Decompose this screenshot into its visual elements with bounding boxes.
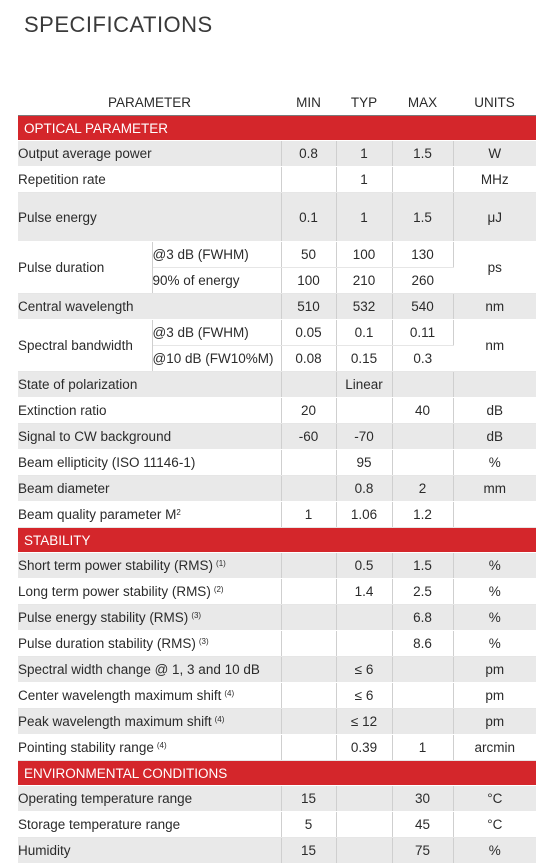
row-min: 0.08 xyxy=(281,346,336,372)
row-min xyxy=(281,657,336,683)
superscript: 2 xyxy=(176,508,181,517)
row-min xyxy=(281,167,336,193)
row-name: Beam ellipticity (ISO 11146-1) xyxy=(18,450,281,476)
row-name: Pulse duration xyxy=(18,242,152,294)
row-units: nm xyxy=(453,294,536,320)
footnote-ref: (2) xyxy=(213,585,224,594)
row-typ: 0.5 xyxy=(336,553,392,579)
row-max: 260 xyxy=(392,268,453,294)
row-max xyxy=(392,167,453,193)
row-name: Central wavelength xyxy=(18,294,281,320)
table-row xyxy=(18,812,536,838)
row-max: 30 xyxy=(392,786,453,812)
section-label: OPTICAL PARAMETER xyxy=(18,116,281,141)
row-min: 15 xyxy=(281,786,336,812)
row-typ: 1 xyxy=(336,193,392,242)
row-min xyxy=(281,709,336,735)
table-row xyxy=(18,294,536,320)
row-typ xyxy=(336,838,392,864)
table-row xyxy=(18,631,536,657)
row-units: mm xyxy=(453,476,536,502)
row-min xyxy=(281,450,336,476)
row-min xyxy=(281,476,336,502)
row-condition: @3 dB (FWHM) xyxy=(152,242,281,268)
row-typ: 0.15 xyxy=(336,346,392,372)
row-name xyxy=(18,502,281,528)
row-units: pm xyxy=(453,657,536,683)
row-typ xyxy=(336,812,392,838)
row-min xyxy=(281,553,336,579)
table-row xyxy=(18,320,536,346)
row-name-text: Center wavelength maximum shift xyxy=(18,688,222,703)
row-name xyxy=(18,683,281,709)
row-max: 0.11 xyxy=(392,320,453,346)
table-row xyxy=(18,242,536,268)
row-units: % xyxy=(453,450,536,476)
row-typ: 1.4 xyxy=(336,579,392,605)
row-units: nm xyxy=(453,320,536,372)
row-name xyxy=(18,735,281,761)
row-typ: 1 xyxy=(336,167,392,193)
row-max xyxy=(392,709,453,735)
row-name: Humidity xyxy=(18,838,281,864)
table-row xyxy=(18,838,536,864)
row-min: 15 xyxy=(281,838,336,864)
footnote-ref: (4) xyxy=(156,741,167,750)
row-units: MHz xyxy=(453,167,536,193)
row-units: ps xyxy=(453,242,536,294)
row-max: 1 xyxy=(392,735,453,761)
header-max: MAX xyxy=(392,90,453,116)
row-min: 100 xyxy=(281,268,336,294)
row-min xyxy=(281,683,336,709)
table-row xyxy=(18,579,536,605)
row-max: 1.5 xyxy=(392,193,453,242)
header-row xyxy=(18,90,536,116)
row-max xyxy=(392,372,453,398)
table-row xyxy=(18,605,536,631)
row-typ xyxy=(336,398,392,424)
row-name xyxy=(18,553,281,579)
row-units: % xyxy=(453,553,536,579)
row-max: 6.8 xyxy=(392,605,453,631)
row-max: 8.6 xyxy=(392,631,453,657)
row-max: 2.5 xyxy=(392,579,453,605)
row-min: 20 xyxy=(281,398,336,424)
row-name-text: Peak wavelength maximum shift xyxy=(18,714,212,729)
row-typ: -70 xyxy=(336,424,392,450)
table-row xyxy=(18,141,536,167)
table-row xyxy=(18,735,536,761)
row-max: 0.3 xyxy=(392,346,453,372)
row-max xyxy=(392,450,453,476)
row-name xyxy=(18,709,281,735)
row-max: 45 xyxy=(392,812,453,838)
table-row xyxy=(18,502,536,528)
page-title: SPECIFICATIONS xyxy=(24,12,213,37)
table-row xyxy=(18,709,536,735)
row-name: Spectral bandwidth xyxy=(18,320,152,372)
row-name xyxy=(18,579,281,605)
row-typ: ≤ 12 xyxy=(336,709,392,735)
row-max: 1.5 xyxy=(392,553,453,579)
row-typ: 1.06 xyxy=(336,502,392,528)
row-min: 5 xyxy=(281,812,336,838)
row-typ: 210 xyxy=(336,268,392,294)
row-max: 75 xyxy=(392,838,453,864)
row-name: Extinction ratio xyxy=(18,398,281,424)
table-row xyxy=(18,167,536,193)
row-min xyxy=(281,579,336,605)
table-row xyxy=(18,193,536,242)
table-row xyxy=(18,398,536,424)
row-typ: Linear xyxy=(336,372,392,398)
row-min: 1 xyxy=(281,502,336,528)
row-condition: @3 dB (FWHM) xyxy=(152,320,281,346)
specifications-table xyxy=(18,90,536,864)
row-name-text: Pointing stability range xyxy=(18,740,154,755)
row-max xyxy=(392,683,453,709)
row-name-text: Pulse energy stability (RMS) xyxy=(18,610,189,625)
section-label: ENVIRONMENTAL CONDITIONS xyxy=(18,761,281,786)
row-name: Spectral width change @ 1, 3 and 10 dB xyxy=(18,657,281,683)
row-min: 0.05 xyxy=(281,320,336,346)
row-units: W xyxy=(453,141,536,167)
table-row xyxy=(18,476,536,502)
row-max: 130 xyxy=(392,242,453,268)
row-max xyxy=(392,424,453,450)
row-min xyxy=(281,372,336,398)
row-typ: 100 xyxy=(336,242,392,268)
row-name: Repetition rate xyxy=(18,167,281,193)
row-max: 1.2 xyxy=(392,502,453,528)
row-units: % xyxy=(453,579,536,605)
row-typ: 0.1 xyxy=(336,320,392,346)
table-row xyxy=(18,450,536,476)
row-min xyxy=(281,605,336,631)
row-max: 2 xyxy=(392,476,453,502)
row-typ: 1 xyxy=(336,141,392,167)
row-max: 1.5 xyxy=(392,141,453,167)
row-min: 50 xyxy=(281,242,336,268)
row-name-text: Short term power stability (RMS) xyxy=(18,558,214,573)
row-units: % xyxy=(453,605,536,631)
row-name: Pulse energy xyxy=(18,193,281,242)
row-typ xyxy=(336,786,392,812)
row-units: dB xyxy=(453,424,536,450)
row-typ: 0.8 xyxy=(336,476,392,502)
header-min: MIN xyxy=(281,90,336,116)
row-max xyxy=(392,657,453,683)
row-units: % xyxy=(453,838,536,864)
row-min: -60 xyxy=(281,424,336,450)
row-typ: 532 xyxy=(336,294,392,320)
row-typ xyxy=(336,605,392,631)
footnote-ref: (4) xyxy=(214,715,225,724)
row-name: Beam diameter xyxy=(18,476,281,502)
row-typ: 0.39 xyxy=(336,735,392,761)
footnote-ref: (1) xyxy=(216,559,226,568)
row-units: % xyxy=(453,631,536,657)
row-max: 540 xyxy=(392,294,453,320)
row-min: 0.1 xyxy=(281,193,336,242)
table-row xyxy=(18,424,536,450)
table-row xyxy=(18,786,536,812)
table-row xyxy=(18,657,536,683)
row-units: arcmin xyxy=(453,735,536,761)
row-name-text: Long term power stability (RMS) xyxy=(18,584,211,599)
row-name xyxy=(18,631,281,657)
row-name: Storage temperature range xyxy=(18,812,281,838)
row-name-text: Beam quality parameter M xyxy=(18,507,177,522)
row-typ xyxy=(336,631,392,657)
row-min xyxy=(281,631,336,657)
row-units: °C xyxy=(453,786,536,812)
row-min xyxy=(281,735,336,761)
footnote-ref: (3) xyxy=(198,637,209,646)
table-row xyxy=(18,553,536,579)
row-name xyxy=(18,605,281,631)
row-typ: ≤ 6 xyxy=(336,657,392,683)
row-units: pm xyxy=(453,709,536,735)
footnote-ref: (3) xyxy=(191,611,202,620)
section-stability xyxy=(18,528,536,553)
row-min: 0.8 xyxy=(281,141,336,167)
section-environmental xyxy=(18,761,536,786)
row-units: μJ xyxy=(453,193,536,242)
row-name: Output average power xyxy=(18,141,281,167)
row-condition: @10 dB (FW10%M) xyxy=(152,346,281,372)
section-label: STABILITY xyxy=(18,528,281,553)
row-typ: 95 xyxy=(336,450,392,476)
row-name-text: Pulse duration stability (RMS) xyxy=(18,636,196,651)
row-units: °C xyxy=(453,812,536,838)
row-name: Signal to CW background xyxy=(18,424,281,450)
row-condition: 90% of energy xyxy=(152,268,281,294)
row-name: State of polarization xyxy=(18,372,281,398)
header-parameter: PARAMETER xyxy=(18,90,281,116)
row-units xyxy=(453,372,536,398)
row-units: dB xyxy=(453,398,536,424)
row-min: 510 xyxy=(281,294,336,320)
row-typ: ≤ 6 xyxy=(336,683,392,709)
row-units xyxy=(453,502,536,528)
footnote-ref: (4) xyxy=(224,689,235,698)
row-units: pm xyxy=(453,683,536,709)
section-optical xyxy=(18,116,536,141)
row-name: Operating temperature range xyxy=(18,786,281,812)
row-max: 40 xyxy=(392,398,453,424)
header-units: UNITS xyxy=(453,90,536,116)
header-typ: TYP xyxy=(336,90,392,116)
table-row xyxy=(18,683,536,709)
table-row xyxy=(18,372,536,398)
